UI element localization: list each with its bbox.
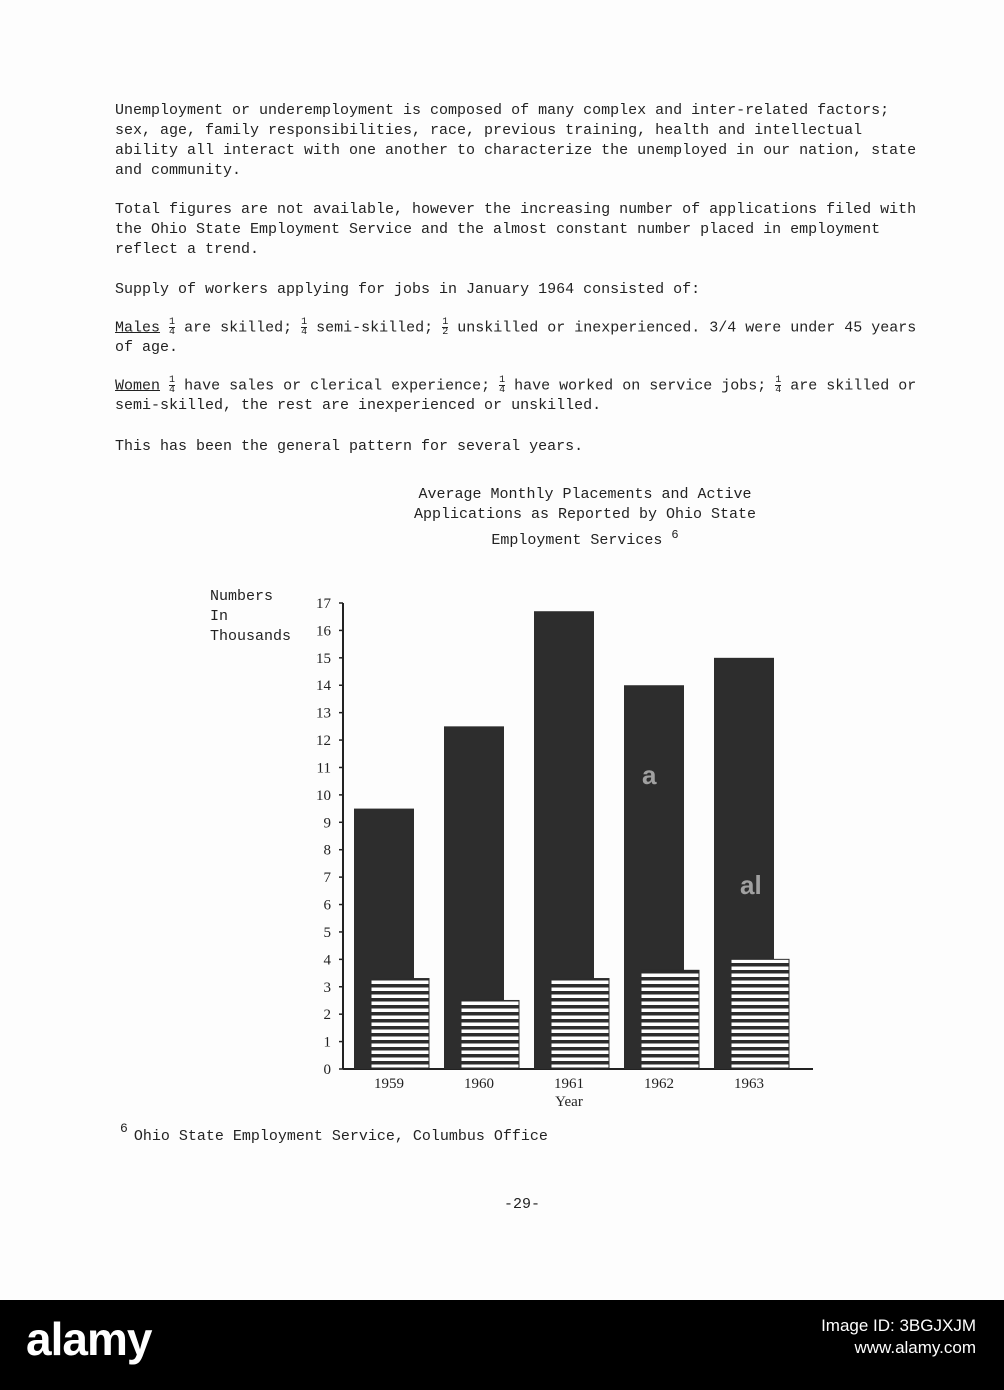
y-tick-label: 15 <box>316 650 331 667</box>
fraction-quarter: $\frac{1}{4}$ <box>301 317 308 338</box>
page-number: -29- <box>503 1196 540 1213</box>
y-tick-label: 13 <box>316 705 331 722</box>
x-tick-label: 1961 <box>554 1076 584 1092</box>
footnote-ref: 6 <box>671 528 679 542</box>
x-tick-label: 1962 <box>644 1076 674 1092</box>
watermark-glyph: al <box>740 870 762 900</box>
y-tick-label: 9 <box>323 815 331 832</box>
y-tick-label: 16 <box>316 623 331 640</box>
y-tick-label: 17 <box>316 596 331 612</box>
males-label: Males <box>115 319 161 337</box>
watermark-glyph: a <box>642 760 657 790</box>
fraction-quarter: $\frac{1}{4}$ <box>169 317 176 338</box>
y-tick-label: 0 <box>323 1062 331 1078</box>
y-tick-label: 11 <box>316 760 331 777</box>
y-tick-label: 2 <box>323 1007 331 1024</box>
paragraph-males: Males $\frac{1}{4}$ are skilled; $\frac{1}{4}$ semi-skilled; $\frac{1}{2}$ unskilled or inexperienced. 3/4 were under 45 years of age. <box>115 317 917 357</box>
bar-placements <box>641 970 699 1068</box>
bar-chart <box>200 585 840 1115</box>
women-label: Women <box>115 377 161 395</box>
footnote-number: 6 <box>120 1121 128 1136</box>
y-tick-label: 14 <box>316 678 331 695</box>
y-tick-label: 12 <box>316 733 331 750</box>
image-id: Image ID: 3BGJXJM www.alamy.com <box>821 1316 976 1357</box>
y-tick-label: 1 <box>323 1034 331 1051</box>
y-tick-label: 7 <box>323 870 331 887</box>
x-tick-label: 1963 <box>734 1076 764 1092</box>
paragraph-general-pattern: This has been the general pattern for several years. <box>115 438 584 455</box>
bar-placements <box>551 979 609 1068</box>
fraction-quarter: $\frac{1}{4}$ <box>169 375 176 396</box>
paragraph-supply: Supply of workers applying for jobs in January 1964 consisted of: <box>115 281 701 298</box>
bar-placements <box>461 1000 519 1068</box>
fraction-half: $\frac{1}{2}$ <box>442 317 449 338</box>
y-tick-label: 8 <box>323 842 331 859</box>
y-tick-label: 10 <box>316 787 331 804</box>
x-axis-label: Year <box>555 1094 583 1110</box>
fraction-quarter: $\frac{1}{4}$ <box>499 375 506 396</box>
bar-placements <box>731 959 789 1068</box>
paragraph-total-figures: Total figures are not available, however the increasing number of applications filed with the Ohio State Employment Service and the almost constant number placed in employment reflect a trend. <box>115 201 917 258</box>
y-axis-label: Numbers In Thousands <box>210 588 292 645</box>
y-tick-label: 5 <box>323 924 331 941</box>
y-tick-label: 6 <box>323 897 331 914</box>
x-tick-label: 1959 <box>374 1076 404 1092</box>
y-tick-label: 4 <box>323 952 331 969</box>
y-tick-label: 3 <box>323 979 331 996</box>
paragraph-unemployment: Unemployment or underemployment is composed of many complex and inter-related factors; sex, age, family responsibilities, race, previous training, health and intellectual ability all interact with one another to characterize the unemployed in our nation, state and community. <box>115 102 917 179</box>
paragraph-women: Women $\frac{1}{4}$ have sales or clerical experience; $\frac{1}{4}$ have worked on service jobs; $\frac{1}{4}$ are skilled or semi-skilled, the rest are inexperienced or unskilled. <box>115 375 917 415</box>
bar-placements <box>371 979 429 1068</box>
x-tick-label: 1960 <box>464 1076 494 1092</box>
footnote-text: Ohio State Employment Service, Columbus Office <box>133 1128 548 1145</box>
brand-logo: alamy <box>26 1313 152 1365</box>
footnote <box>120 1121 548 1145</box>
chart-title: Average Monthly Placements and Active Applications as Reported by Ohio State Employment Services $^6$ <box>413 486 757 549</box>
fraction-quarter: $\frac{1}{4}$ <box>775 375 782 396</box>
